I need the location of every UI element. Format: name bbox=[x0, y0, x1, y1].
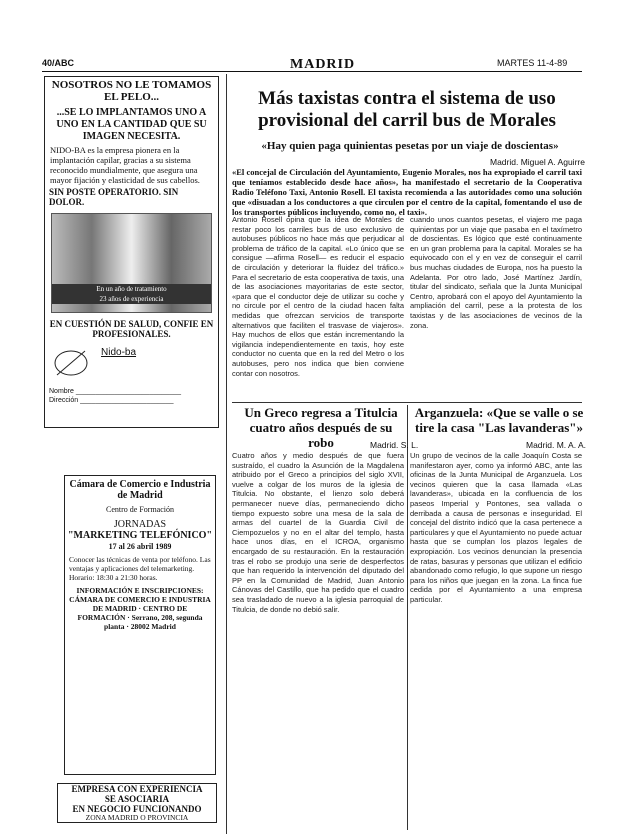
ad-empresa-line3: EN NEGOCIO FUNCIONANDO bbox=[72, 804, 202, 814]
arganzuela-body: Un grupo de vecinos de la calle Joaquín Costa se manifestaron ayer, como ya informó ABC, ante las oficinas de la Junta Municipal de Arganzuela. Los vecinos quieren que la casa llamada «Las lavanderas», ubicada en la confluencia de los paseos Imperial y Pontones, sea vallada o derribada a causa de personas e inseguridad. El concejal del distrito indicó que la casa pertenece a particulares y que el Ayuntamiento no puede actuar hasta que se cumplan los plazos legales de expropiación. Los vecinos denuncian la presencia de ratas, basuras y personas que utilizan el edificio abandonado como refugio, lo que supone un riesgo para los niños que juegan en la zona. La finca fue cedida por el Ayuntamiento a una empresa particular. bbox=[410, 451, 582, 604]
main-headline: Más taxistas contra el sistema de uso provisional del carril bus de Morales bbox=[258, 88, 556, 131]
page-date: MARTES 11-4-89 bbox=[497, 58, 568, 68]
main-subhead: «Hay quien paga quinientas pesetas por un viaje de doscientas» bbox=[261, 140, 559, 152]
ad-camara-center: Centro de Formación bbox=[106, 505, 174, 514]
greco-body: Cuatro años y medio después de que fuera sustraído, el cuadro la Asunción de la Magdalena atribuido por el Greco a principios del siglo XVII, vuelve a colgar de los muros de la iglesia de Titulcia. No obstante, el lienzo solo deberá permanecer nueve días, permaneciendo dicho tiempo expuesto sobre una mesa de la sala de armas del cuartel de la Guardia Civil de Ciempozuelos y no en el altar del templo, hasta hace unos días, en el ICROA, organismo encargado de su restauración. En la restauración tras el robo se produjo una serie de desperfectos que han requerido la intervención del diputado del PP en la Comunidad de Madrid, Juan Antonio Cánovas del Castillo, que ha pedido que el cuadro sea trasladado de nuevo a la iglesia parroquial de Titulcia, de donde no debió salir. bbox=[232, 451, 404, 614]
article-divider bbox=[232, 402, 582, 403]
arganzuela-byline: Madrid. M. A. A. bbox=[526, 440, 586, 450]
header-divider bbox=[42, 71, 582, 72]
page-label: 40/ABC bbox=[42, 58, 75, 68]
ad-empresa-line4: ZONA MADRID O PROVINCIA bbox=[85, 813, 189, 822]
ad-hair-implant bbox=[44, 76, 219, 428]
greco-byline: Madrid. S. L. bbox=[370, 440, 419, 450]
ad-empresa-line2: SE ASOCIARIA bbox=[104, 794, 170, 804]
ad-camara-event-type: JORNADAS bbox=[113, 519, 167, 530]
before-after-photo bbox=[51, 213, 212, 313]
ad-hair-tagline: EN CUESTIÓN DE SALUD, CONFIE EN PROFESIONALES. bbox=[49, 319, 214, 339]
main-body-col1: Antonio Rosell opina que la idea de Morales de restar poco los carriles bus de uso exclusivo de autobuses públicos no hace más que perjudicar al problema de tráfico de la capital. «Lo único que se consigue —afirma Rosell— es reducir el espacio de circulación y deteriorar la fluidez del tráfico.» Para el secretario de esta cooperativa de taxis, una de las asociaciones mayoritarias de este sector, «para que el conductor deje de utilizar su coche y no circule por el centro de la ciudad hacen falta medidas que ofrezcan servicios de transporte alternativos que faciliten el trasvase de viajeros». Hay muchos de ellos que están incrementando la vigilancia independientemente en taxis, hoy este conductor no cuenta que en la red del Metro o los autobuses, pero nos indica que bien conviene contar con nosotros. bbox=[232, 215, 404, 378]
main-body-col2: cuando unos cuantos pesetas, el viajero me paga quinientas por un viaje que pasaba en el taxímetro de doscientas. Es lógico que esté continuamente en un gran problema para la capital. Morales se ha equivocado con el y en vez de conseguir el carril bus muchas ciudades de Europa, nos ha puesto la Adelanta. Por otro lado, José Martínez Jardín, titular del sindicato, señala que la Junta Municipal Centro, aprobará con el apoyo del Ayuntamiento la ampliación del carril, pese a la protesta de los taxistas y de las asociaciones de vecinos de la zona. bbox=[410, 215, 582, 330]
ad-hair-photo-caption: SIN POSTE OPERATORIO. SIN DOLOR. bbox=[49, 187, 179, 207]
ad-empresa-line1: EMPRESA CON EXPERIENCIA bbox=[71, 784, 203, 794]
ad-camara-address: CÁMARA DE COMERCIO E INDUSTRIA DE MADRID · CENTRO DE FORMACIÓN · Serrano, 208, segunda planta · 28002 Madrid bbox=[69, 595, 211, 631]
ad-empresa bbox=[57, 783, 217, 823]
brand-logo-icon bbox=[51, 345, 91, 381]
ad-hair-headline: NOSOTROS NO LE TOMAMOS EL PELO... bbox=[51, 79, 212, 103]
ad-camara-contact-label: INFORMACIÓN E INSCRIPCIONES: bbox=[76, 586, 204, 595]
column-divider bbox=[226, 74, 227, 834]
photo-overlay-text: En un año de tratamiento bbox=[52, 284, 211, 294]
main-lead: «El concejal de Circulación del Ayuntamiento, Eugenio Morales, nos ha expropiado el carril taxi que teníamos establecido desde hace años», ha manifestado el secretario de la Cooperativa Radio Teléfono Taxi, Antonio Rosell. El taxista recomienda a las autoridades como una solución que «disuadan a los conductores a que circulen por el centro de la capital, fomentando el uso de los transportes públicos incluyendo, como no, el taxi». bbox=[232, 167, 582, 217]
coupon-address-field: Dirección ________________________ bbox=[49, 397, 174, 404]
photo-overlay-text-2: 23 años de experiencia bbox=[52, 294, 211, 304]
greco-headline: Un Greco regresa a Titulcia cuatro años después de su robo bbox=[244, 405, 398, 450]
coupon-name-field: Nombre ___________________________ bbox=[49, 388, 181, 395]
section-title: MADRID bbox=[290, 57, 356, 72]
ad-camara-event-title: "MARKETING TELEFÓNICO" bbox=[68, 530, 212, 541]
ad-hair-subheadline: ...SE LO IMPLANTAMOS UNO A UNO EN LA CANTIDAD QUE SU IMAGEN NECESITA. bbox=[56, 107, 207, 142]
ad-camara-dates: 17 al 26 abril 1989 bbox=[108, 542, 172, 551]
ad-hair-logo-area bbox=[51, 345, 212, 383]
ad-camara-comercio bbox=[64, 475, 216, 775]
column-divider-2 bbox=[407, 405, 408, 830]
ad-hair-body: NIDO-BA es la empresa pionera en la implantación capilar, gracias a su sistema reconocido mundialmente, que asegura una mayor fijación y elasticidad de sus cabellos. bbox=[50, 145, 200, 185]
ad-camara-text: Conocer las técnicas de venta por teléfono. Las ventajas y aplicaciones del telemarketing. Horario: 18:30 a 21:30 horas. bbox=[69, 555, 211, 582]
main-byline: Madrid. Miguel A. Aguirre bbox=[490, 157, 585, 167]
brand-name: Nido-ba bbox=[101, 347, 137, 358]
arganzuela-headline: Arganzuela: «Que se valle o se tire la casa "Las lavanderas"» bbox=[414, 405, 584, 435]
ad-camara-org: Cámara de Comercio e Industria de Madrid bbox=[69, 479, 211, 501]
